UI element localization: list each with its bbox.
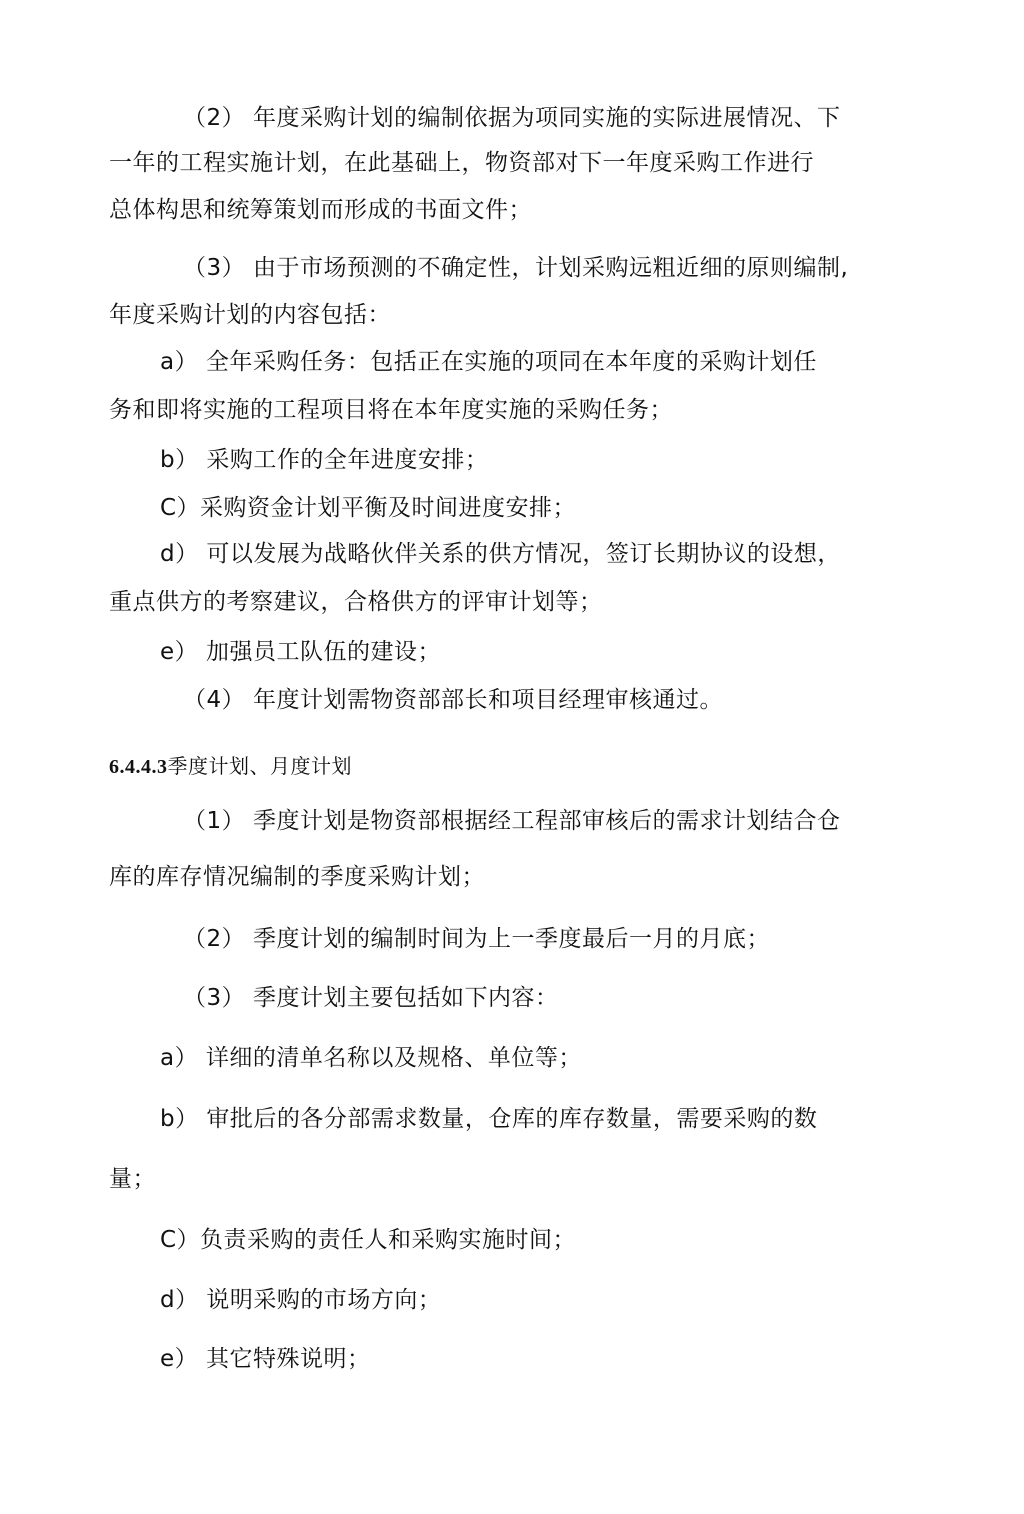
list-item: e） 加强员工队伍的建设； [160, 639, 441, 665]
list-item: e） 其它特殊说明； [160, 1346, 371, 1372]
list-item: C）采购资金计划平衡及时间进度安排； [160, 495, 577, 521]
paragraph-line: （3） 由于市场预测的不确定性，计划采购远粗近细的原则编制, [183, 255, 849, 281]
list-item: b） 审批后的各分部需求数量，仓库的库存数量，需要采购的数 [160, 1106, 818, 1132]
paragraph-line: 一年的工程实施计划，在此基础上，物资部对下一年度采购工作进行 [109, 150, 814, 176]
list-item: a） 详细的清单名称以及规格、单位等； [160, 1045, 582, 1071]
list-item: d） 说明采购的市场方向； [160, 1287, 442, 1313]
paragraph-line: 库的库存情况编制的季度采购计划； [109, 864, 485, 890]
list-item: C）负责采购的责任人和采购实施时间； [160, 1227, 577, 1253]
section-number: 6.4.4.3 [109, 756, 168, 778]
list-item: d） 可以发展为战略伙伴关系的供方情况，签订长期协议的设想， [160, 541, 841, 567]
section-title: 季度计划、月度计划 [167, 754, 352, 778]
paragraph-line: （4） 年度计划需物资部部长和项目经理审核通过。 [183, 687, 723, 713]
paragraph-line: 务和即将实施的工程项目将在本年度实施的采购任务； [109, 397, 673, 423]
paragraph-line: （3） 季度计划主要包括如下内容： [183, 985, 559, 1011]
list-item: b） 采购工作的全年进度安排； [160, 447, 489, 473]
paragraph-line: 年度采购计划的内容包括： [109, 302, 391, 328]
paragraph-line: （1） 季度计划是物资部根据经工程部审核后的需求计划结合仓 [183, 808, 841, 834]
paragraph-line: 总体构思和统筹策划而形成的书面文件； [109, 197, 532, 223]
paragraph-line: 重点供方的考察建议，合格供方的评审计划等； [109, 589, 603, 615]
list-item: a） 全年采购任务：包括正在实施的项同在本年度的采购计划任 [160, 349, 817, 375]
paragraph-line: （2） 年度采购计划的编制依据为项同实施的实际进展情况、下 [183, 105, 841, 131]
section-heading [109, 751, 352, 782]
paragraph-line: 量； [109, 1166, 156, 1192]
paragraph-line: （2） 季度计划的编制时间为上一季度最后一月的月底； [183, 926, 770, 952]
